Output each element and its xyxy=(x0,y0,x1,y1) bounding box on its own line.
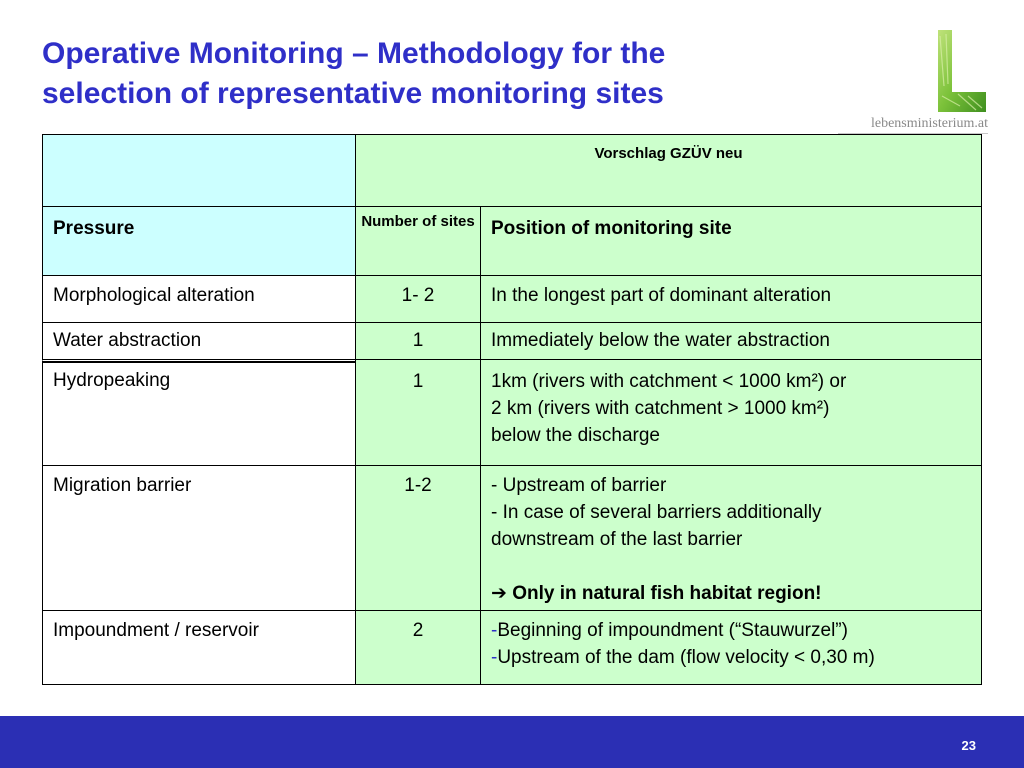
header-position: Position of monitoring site xyxy=(480,206,982,276)
grass-logo-icon xyxy=(930,26,990,114)
page-number: 23 xyxy=(961,738,976,753)
table-row-number: 2 xyxy=(355,610,481,685)
group-header: Vorschlag GZÜV neu xyxy=(355,134,982,207)
position-line-text: Beginning of impoundment (“Stauwurzel”) xyxy=(497,620,848,641)
table-row-pressure: Impoundment / reservoir xyxy=(42,610,356,685)
dash-marker: - xyxy=(491,620,498,641)
table-row-position: In the longest part of dominant alteration xyxy=(480,275,982,323)
slide-title xyxy=(42,34,862,114)
table-row-pressure: Morphological alteration xyxy=(42,275,356,323)
position-line xyxy=(491,617,971,644)
habitat-note-text: Only in natural fish habitat region! xyxy=(512,583,822,604)
table-row-pressure: Migration barrier xyxy=(42,465,356,611)
right-arrow-icon: ➔ xyxy=(491,583,507,604)
position-line: - Upstream of barrier xyxy=(491,475,667,496)
position-line: 2 km (rivers with catchment > 1000 km²) xyxy=(491,398,830,419)
position-line: downstream of the last barrier xyxy=(491,529,743,550)
position-line: - In case of several barriers additionally xyxy=(491,502,822,523)
table-row-position xyxy=(480,359,982,466)
table-row-pressure: Water abstraction xyxy=(42,322,356,362)
table-row-pressure: Hydropeaking xyxy=(42,362,356,466)
footer-bar xyxy=(0,716,1024,768)
table-row-number: 1 xyxy=(355,322,481,360)
table-row-position xyxy=(480,610,982,685)
dash-marker: - xyxy=(491,647,498,668)
table-row-position: Immediately below the water abstraction xyxy=(480,322,982,360)
habitat-note xyxy=(491,580,971,607)
position-line xyxy=(491,644,971,671)
header-number-of-sites: Number of sites xyxy=(355,206,481,276)
table-row-number: 1- 2 xyxy=(355,275,481,323)
slide-title-line-2: selection of representative monitoring sites xyxy=(42,77,664,110)
table-row-position xyxy=(480,465,982,611)
position-line: below the discharge xyxy=(491,425,660,446)
table-row-number: 1-2 xyxy=(355,465,481,611)
slide-title-line-1: Operative Monitoring – Methodology for the xyxy=(42,37,666,70)
position-line-text: Upstream of the dam (flow velocity < 0,30 m) xyxy=(497,647,875,668)
table-row-number: 1 xyxy=(355,359,481,466)
header-pressure: Pressure xyxy=(42,206,356,276)
logo-text: lebensministerium.at xyxy=(870,116,988,131)
table-corner-cell xyxy=(42,134,356,207)
position-line: 1km (rivers with catchment < 1000 km²) or xyxy=(491,371,847,392)
